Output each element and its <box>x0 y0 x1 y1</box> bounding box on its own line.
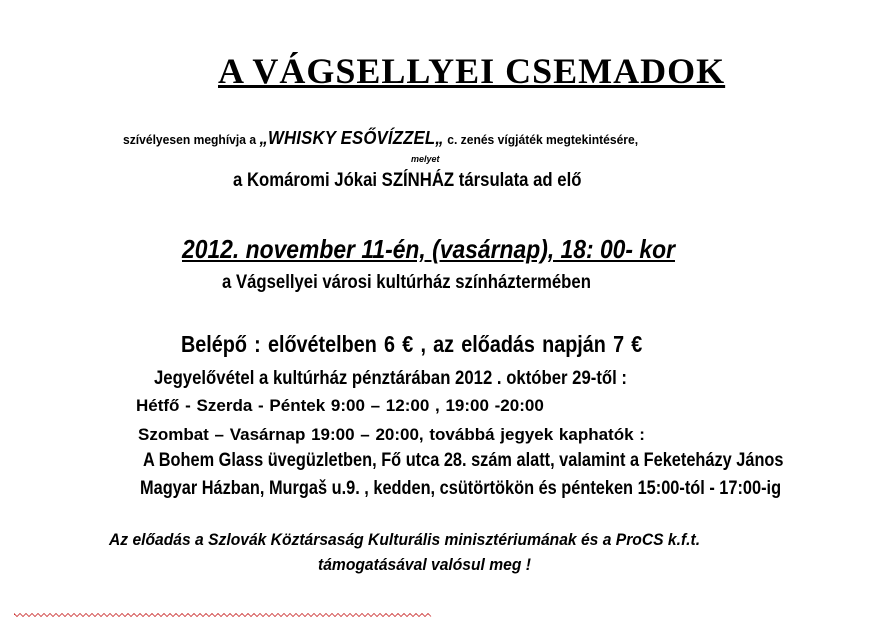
ticket-outlet-line-2: Magyar Házban, Murgaš u.9. , kedden, csütörtökön és pénteken 15:00-tól - 17:00-ig <box>140 478 782 499</box>
sponsor-line-1: Az előadás a Szlovák Köztársaság Kulturális minisztériumának és a ProCS k.f.t. <box>109 530 701 549</box>
show-title: „WHISKY ESŐVÍZZEL„ <box>259 128 444 148</box>
decorative-border <box>14 612 432 618</box>
event-venue: a Vágsellyei városi kultúrház színháztermében <box>222 272 591 293</box>
poster-title: A VÁGSELLYEI CSEMADOK <box>218 51 726 91</box>
sponsor-line-2: támogatásával valósul meg ! <box>318 555 531 574</box>
weekend-hours: Szombat – Vasárnap 19:00 – 20:00, továbbá jegyek kaphatók : <box>138 425 645 444</box>
ticket-price: Belépő : elővételben 6 € , az előadás napján 7 € <box>181 331 643 357</box>
event-date: 2012. november 11-én, (vasárnap), 18: 00- kor <box>182 234 675 264</box>
troupe-line: a Komáromi Jókai SZÍNHÁZ társulata ad elő <box>233 170 582 191</box>
invite-suffix: c. zenés vígjáték megtekintésére, <box>447 132 639 147</box>
invitation-line <box>123 128 638 149</box>
melyet-word: melyet <box>411 154 440 164</box>
presale-info: Jegyelővétel a kultúrház pénztárában 2012 . október 29-től : <box>154 368 627 389</box>
ticket-outlet-line-1: A Bohem Glass üvegüzletben, Fő utca 28. szám alatt, valamint a Feketeházy János <box>143 450 784 471</box>
invite-prefix: szívélyesen meghívja a <box>123 132 257 147</box>
weekday-hours: Hétfő - Szerda - Péntek 9:00 – 12:00 , 19:00 -20:00 <box>136 396 544 415</box>
